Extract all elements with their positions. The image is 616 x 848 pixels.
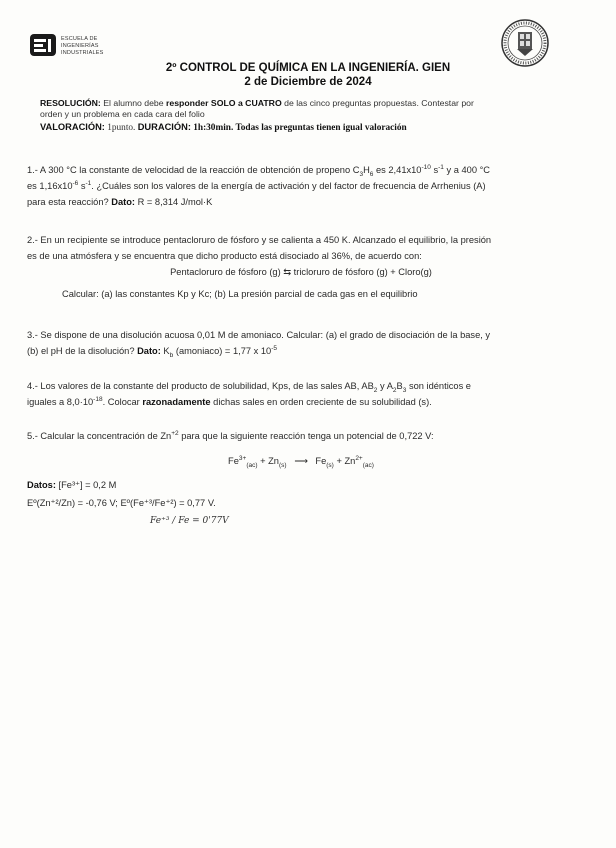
question-5-potentials: Eº(Zn⁺²/Zn) = -0,76 V; Eº(Fe⁺³/Fe⁺²) = 0,77 V.: [27, 498, 216, 508]
question-1: [27, 162, 575, 210]
school-logo-icon: [30, 34, 56, 56]
equilibrium-arrow-icon: ⇆: [283, 267, 292, 277]
question-5: [27, 428, 575, 444]
question-2-line1: 2.- En un recipiente se introduce pentacloruro de fósforo y se calienta a 450 K. Alcanzado el equilibrio, la presión: [27, 235, 492, 245]
question-4: [27, 378, 575, 410]
question-2-calc: Calcular: (a) las constantes Kp y Kc; (b) La presión parcial de cada gas en el equilibrio: [62, 289, 418, 299]
question-3: [27, 327, 575, 359]
handwritten-correction: Fe⁺³ / Fe = 0'77V: [150, 516, 229, 526]
instructions-valoracion: VALORACIÓN: 1punto. DURACIÓN: 1h:30min. Todas las preguntas tienen igual valoración: [40, 122, 407, 133]
question-3-line1: 3.- Se dispone de una disolución acuosa 0,01 M de amoniaco. Calcular: (a) el grado de disociación de la base, y: [27, 330, 491, 340]
exam-date: 2 de Diciembre de 2024: [244, 76, 372, 88]
exam-title: 2º CONTROL DE QUÍMICA EN LA INGENIERÍA. GIEN: [165, 62, 451, 74]
question-1-line2: es $1,16x10^{-6}$ $s^{-1}$. ¿Cuáles son los valores de la energía de activación y del factor de frecuencia de Arrhenius (A): [27, 179, 486, 191]
logo-text: ESCUELA DE INGENIERÍAS INDUSTRIALES: [61, 36, 104, 56]
question-2-line2: es de una atmósfera y se encuentra que dicho producto está disociado al 36%, de acuerdo con:: [27, 251, 422, 261]
school-logo: [30, 34, 122, 56]
question-2: [27, 232, 575, 302]
question-5-reaction: $Fe^{3+}_{(ac)} + Zn_{(s)}$ ⟶ $Fe_{(s)} + Zn^{2+}_{(ac)}$: [228, 454, 374, 469]
question-5-line1: 5.- Calcular la concentración de $Zn^{+2}$ para que la siguiente reacción tenga un potencial de 0,722 V:: [27, 429, 434, 441]
instructions-resolucion-line2: orden y un problema en cada cara del folio: [40, 109, 205, 119]
question-4-line2: iguales a $8,0\cdot 10^{-18}$. Colocar razonadamente dichas sales en orden creciente de su solubilidad (s).: [27, 395, 432, 407]
question-3-line2: (b) el pH de la disolución? Dato: $K_b$ (amoniaco) = 1,77 x $10^{-5}$: [27, 344, 277, 359]
question-5-data: Datos: [Fe³⁺] = 0,2 M: [27, 480, 117, 490]
reaction-arrow-icon: ⟶: [294, 456, 308, 466]
question-1-line3: para esta reacción? Dato: R = 8,314 J/mol·K: [27, 197, 213, 207]
question-4-line1: 4.- Los valores de la constante del producto de solubilidad, Kps, de las sales AB, $AB_2$ y $A_2B_3$ son idénticos e: [27, 381, 471, 394]
university-seal-icon: [500, 18, 550, 68]
question-2-reaction: Pentacloruro de fósforo (g) ⇆ tricloruro de fósforo (g) + Cloro(g): [170, 267, 432, 277]
question-1-line1: 1.- A 300 °C la constante de velocidad de la reacción de obtención de propeno $C_3H_6$ es $2,41x10^{-10}$ $s^{-1}$ y a 400 °C: [27, 163, 491, 178]
instructions-resolucion: RESOLUCIÓN: El alumno debe responder SOLO a CUATRO de las cinco preguntas propuestas. Contestar por: [40, 98, 474, 108]
